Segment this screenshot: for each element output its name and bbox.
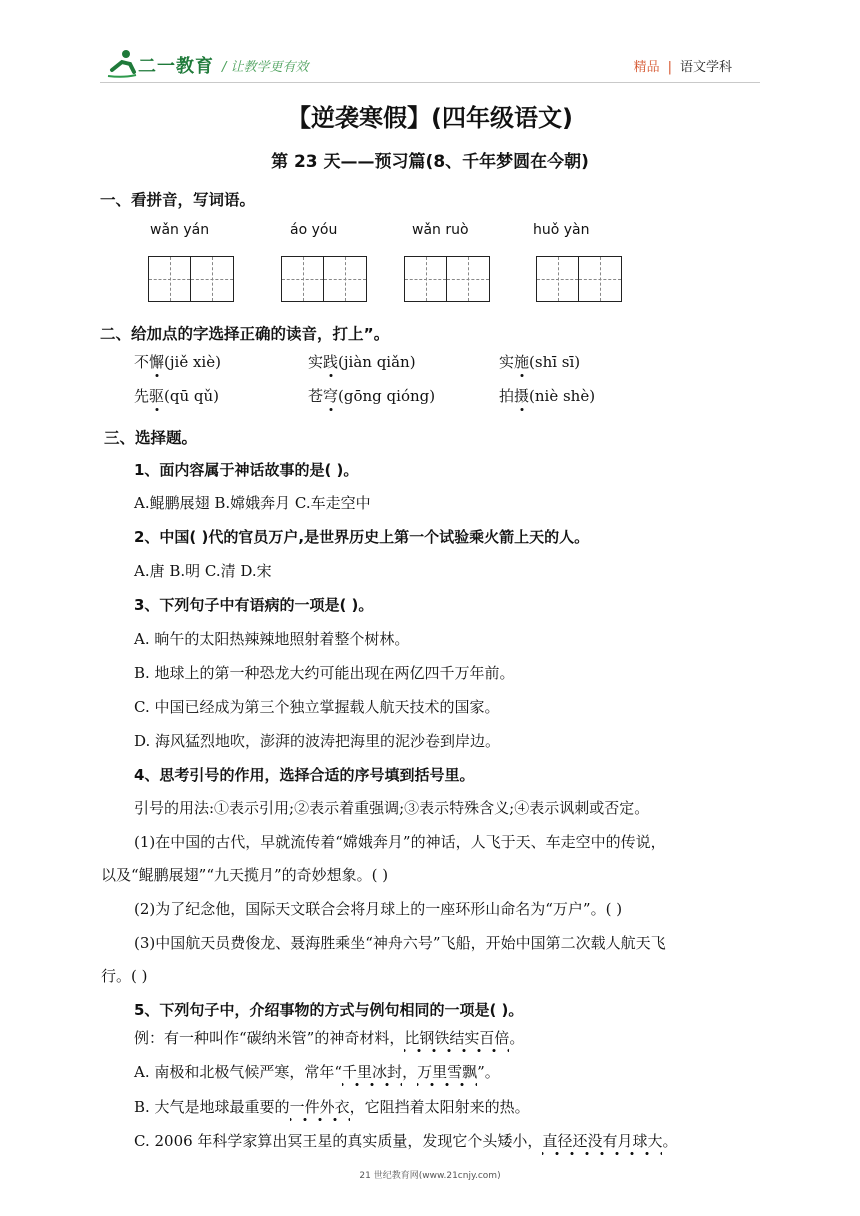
- dotted-phrase: 比钢铁结实百倍: [404, 1029, 509, 1053]
- pinyin-1: wǎn yán: [150, 222, 210, 238]
- question-1-options: A.鲲鹏展翅 B.嫦娥奔月 C.车走空中: [134, 494, 371, 512]
- header-divider: [100, 82, 760, 83]
- section3-heading: 三、选择题。: [104, 429, 198, 447]
- question-3: 3、下列句子中有语病的一项是( )。: [134, 596, 374, 614]
- question-3-option-c: C. 中国已经成为第三个独立掌握载人航天技术的国家。: [134, 698, 500, 716]
- subject-tag: 语文学科: [679, 60, 732, 75]
- question-4-item-3: (3)中国航天员费俊龙、聂海胜乘坐“神舟六号”飞船，开始中国第二次载人航天飞: [134, 934, 666, 952]
- tag-divider: |: [667, 60, 672, 75]
- section1-heading: 一、看拼音，写词语。: [100, 191, 256, 209]
- writing-grid-2[interactable]: [281, 256, 367, 302]
- pinyin-3: wǎn ruò: [412, 222, 469, 238]
- question-4-item-1: (1)在中国的古代，早就流传着“嫦娥奔月”的神话，人飞于天、车走空中的传说，: [134, 833, 666, 851]
- dotted-phrase: 千里冰封: [342, 1063, 402, 1087]
- dotted-phrase: 万里雪飘: [417, 1063, 477, 1087]
- brand-name: 二一教育: [138, 56, 214, 77]
- question-3-option-b: B. 地球上的第一种恐龙大约可能出现在两亿四千万年前。: [134, 664, 515, 682]
- question-4-item-1-cont: 以及“鲲鹏展翅”“九天揽月”的奇妙想象。( ): [101, 866, 389, 884]
- question-5-option-b: B. 大气是地球最重要的一件外衣，它阻挡着太阳射来的热。: [134, 1096, 530, 1117]
- question-4: 4、思考引号的作用，选择合适的序号填到括号里。: [134, 766, 475, 784]
- reading-item: 拍摄(niè shè): [499, 387, 596, 405]
- pinyin-4: huǒ yàn: [533, 222, 590, 238]
- question-3-option-d: D. 海风猛烈地吹，澎湃的波涛把海里的泥沙卷到岸边。: [134, 732, 501, 750]
- question-1: 1、面内容属于神话故事的是( )。: [134, 461, 359, 479]
- pinyin-2: áo yóu: [290, 222, 338, 238]
- premium-tag: 精品: [633, 60, 660, 75]
- page-footer: 21 世纪教育网(www.21cnjy.com): [359, 1171, 501, 1181]
- dotted-phrase: 直径还没有月球大: [542, 1132, 662, 1156]
- page-title: 【逆袭寒假】(四年级语文): [287, 104, 573, 132]
- question-5: 5、下列句子中，介绍事物的方式与例句相同的一项是( )。: [134, 1001, 524, 1019]
- question-2: 2、中国( )代的官员万户,是世界历史上第一个试验乘火箭上天的人。: [134, 528, 590, 546]
- section2-heading: 二、给加点的字选择正确的读音，打上”。: [100, 325, 390, 343]
- reading-item: 实施(shī sī): [499, 353, 581, 371]
- reading-item: 苍穹(gōng qióng): [308, 387, 436, 405]
- reading-item: 先驱(qū qǔ): [134, 387, 220, 405]
- page-subtitle: 第 23 天——预习篇(8、千年梦圆在今朝): [271, 152, 589, 172]
- question-2-options: A.唐 B.明 C.清 D.宋: [134, 562, 272, 580]
- header-tags: [634, 56, 732, 75]
- writing-grid-3[interactable]: [404, 256, 490, 302]
- dotted-phrase: 一件外衣: [290, 1098, 350, 1122]
- question-5-option-c: C. 2006 年科学家算出冥王星的真实质量，发现它个头矮小，直径还没有月球大。: [134, 1130, 677, 1151]
- question-4-item-3-cont: 行。( ): [101, 967, 148, 985]
- page-header: [0, 0, 860, 90]
- brand-slogan: / 让教学更有效: [222, 60, 309, 75]
- reading-item: 实践(jiàn qiǎn): [308, 353, 416, 371]
- writing-grid-1[interactable]: [148, 256, 234, 302]
- reading-item: 不懈(jiě xiè): [134, 353, 221, 371]
- writing-grid-4[interactable]: [536, 256, 622, 302]
- question-4-usage: 引号的用法:①表示引用;②表示着重强调;③表示特殊含义;④表示讽刺或否定。: [134, 799, 650, 817]
- question-3-option-a: A. 晌午的太阳热辣辣地照射着整个树林。: [134, 630, 410, 648]
- question-4-item-2: (2)为了纪念他，国际天文联合会将月球上的一座环形山命名为“万户”。( ): [134, 900, 623, 918]
- question-5-example: 例：有一种叫作“碳纳米管”的神奇材料，比钢铁结实百倍。: [134, 1027, 524, 1048]
- question-5-option-a: A. 南极和北极气候严寒，常年“千里冰封，万里雪飘”。: [134, 1061, 500, 1082]
